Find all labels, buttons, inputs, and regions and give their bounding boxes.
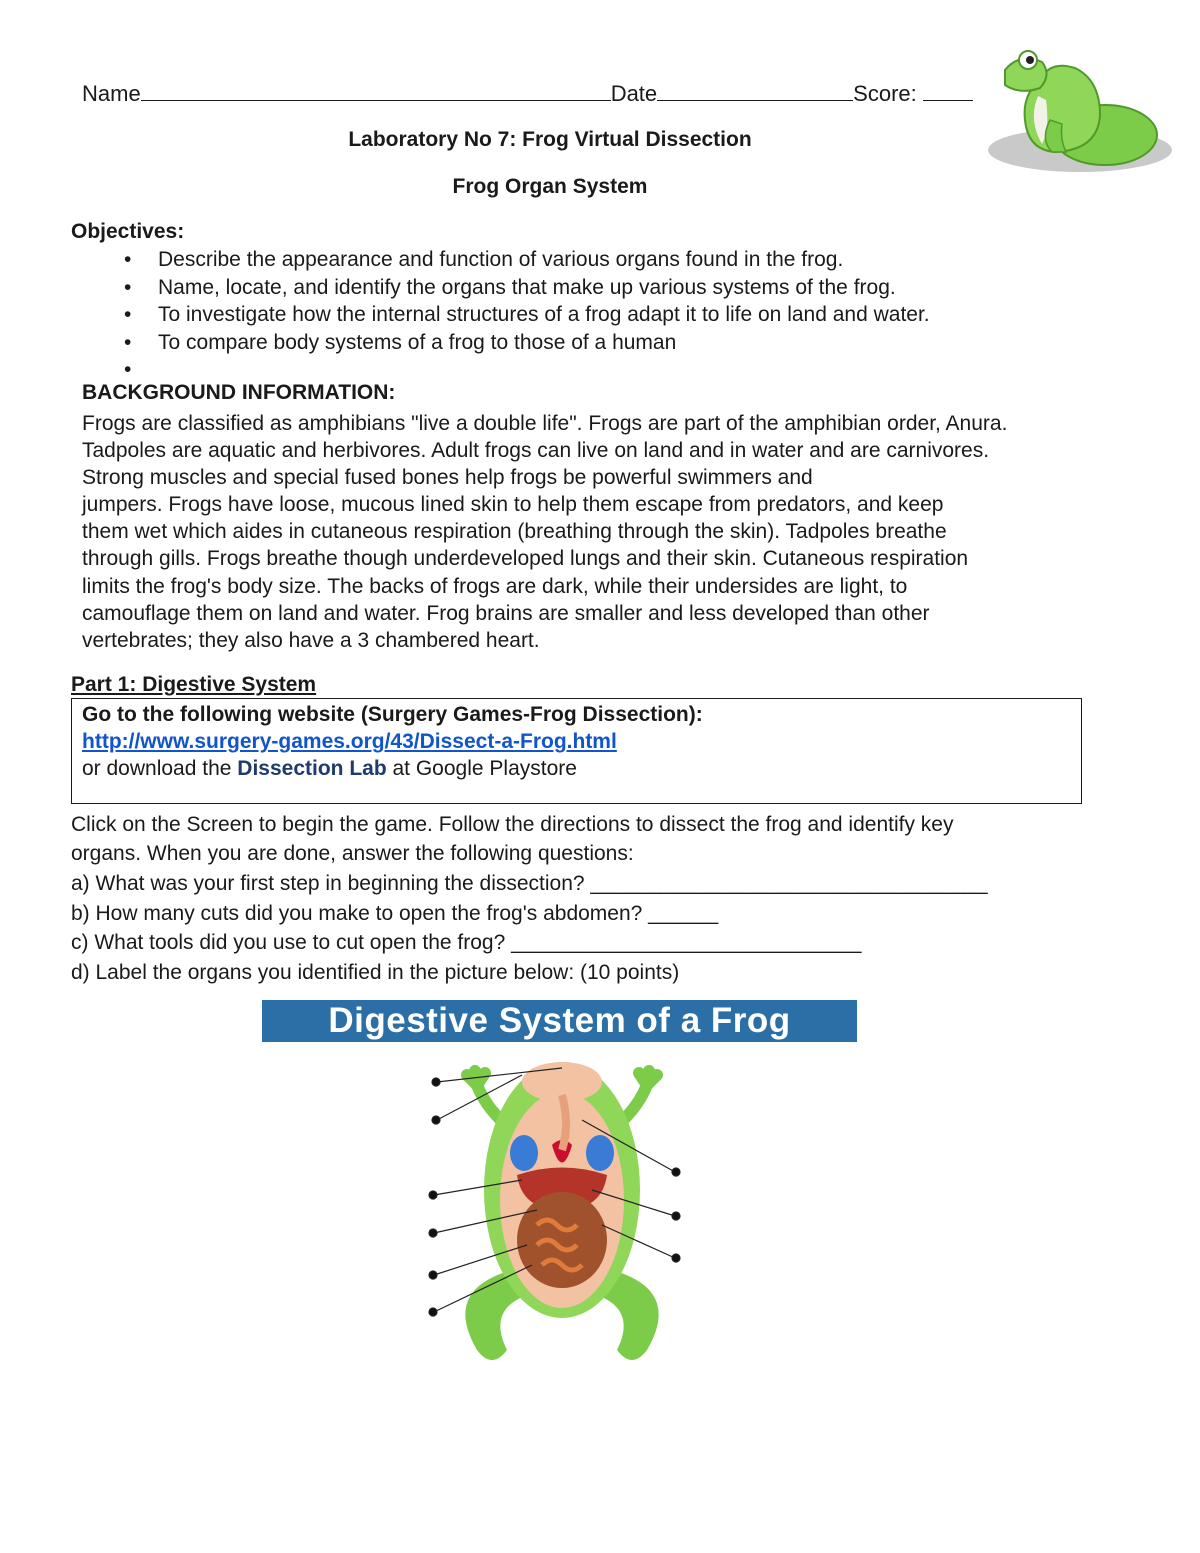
download-note	[82, 757, 577, 781]
frog-anatomy-icon	[262, 1050, 862, 1380]
background-text	[82, 410, 1152, 654]
background-heading: BACKGROUND INFORMATION:	[82, 381, 396, 404]
name-blank[interactable]	[141, 80, 611, 101]
question-d: d) Label the organs you identified in the picture below: (10 points)	[71, 960, 680, 984]
header-line	[82, 80, 973, 108]
objectives-list	[118, 246, 930, 383]
objective-item: • Name, locate, and identify the organs that make up various systems of the frog.	[118, 274, 930, 302]
website-box	[71, 698, 1082, 804]
part1-heading: Part 1: Digestive System	[71, 673, 317, 696]
background-line: them wet which aides in cutaneous respiration (breathing through the skin). Tadpoles breathe	[82, 520, 947, 544]
website-box-heading: Go to the following website (Surgery Games-Frog Dissection):	[82, 703, 703, 726]
score-blank[interactable]	[923, 80, 973, 101]
digestive-diagram	[262, 1000, 862, 1380]
questions-list	[71, 869, 988, 987]
question-a[interactable]: a) What was your first step in beginning the dissection? __________________________________	[71, 872, 988, 895]
name-label: Name	[82, 81, 141, 106]
download-prefix: or download the	[82, 757, 238, 780]
background-line: limits the frog's body size. The backs of frogs are dark, while their undersides are light, to	[82, 574, 908, 598]
instructions	[71, 811, 1131, 868]
download-suffix: at Google Playstore	[386, 757, 577, 780]
objective-item: • Describe the appearance and function of various organs found in the frog.	[118, 246, 930, 274]
date-blank[interactable]	[657, 80, 853, 101]
background-line: Tadpoles are aquatic and herbivores. Adult frogs can live on land and in water and are carnivores.	[82, 439, 990, 463]
background-line: through gills. Frogs breathe though underdeveloped lungs and their skin. Cutaneous respiration	[82, 547, 969, 571]
question-b[interactable]: b) How many cuts did you make to open the frog's abdomen? ______	[71, 901, 719, 925]
instruction-line: Click on the Screen to begin the game. Follow the directions to dissect the frog and identify key	[71, 813, 954, 836]
date-label: Date	[610, 81, 658, 106]
background-line: Frogs are classified as amphibians "live a double life". Frogs are part of the amphibian order, Anura.	[82, 412, 1008, 435]
app-name: Dissection Lab	[237, 757, 387, 780]
lab-subtitle: Frog Organ System	[452, 175, 648, 198]
frog-clipart-icon	[980, 40, 1180, 180]
background-line: vertebrates; they also have a 3 chambered heart.	[82, 628, 540, 652]
diagram-title: Digestive System of a Frog	[328, 1001, 791, 1040]
background-line: camouflage them on land and water. Frog brains are smaller and less developed than other	[82, 601, 930, 625]
background-line: jumpers. Frogs have loose, mucous lined skin to help them escape from predators, and keep	[82, 493, 944, 517]
lab-title: Laboratory No 7: Frog Virtual Dissection	[348, 128, 752, 151]
question-c[interactable]: c) What tools did you use to cut open the frog? ______________________________	[71, 931, 862, 954]
objective-item: • To investigate how the internal structures of a frog adapt it to life on land and water.	[118, 301, 930, 329]
score-label: Score:	[853, 81, 917, 106]
instruction-line: organs. When you are done, answer the following questions:	[71, 841, 634, 865]
objectives-heading: Objectives:	[71, 220, 185, 243]
objective-item: • To compare body systems of a frog to those of a human	[118, 329, 930, 357]
website-link[interactable]: http://www.surgery-games.org/43/Dissect-a-Frog.html	[82, 730, 617, 753]
objective-item-empty	[118, 356, 930, 383]
background-line: Strong muscles and special fused bones help frogs be powerful swimmers and	[82, 466, 813, 490]
